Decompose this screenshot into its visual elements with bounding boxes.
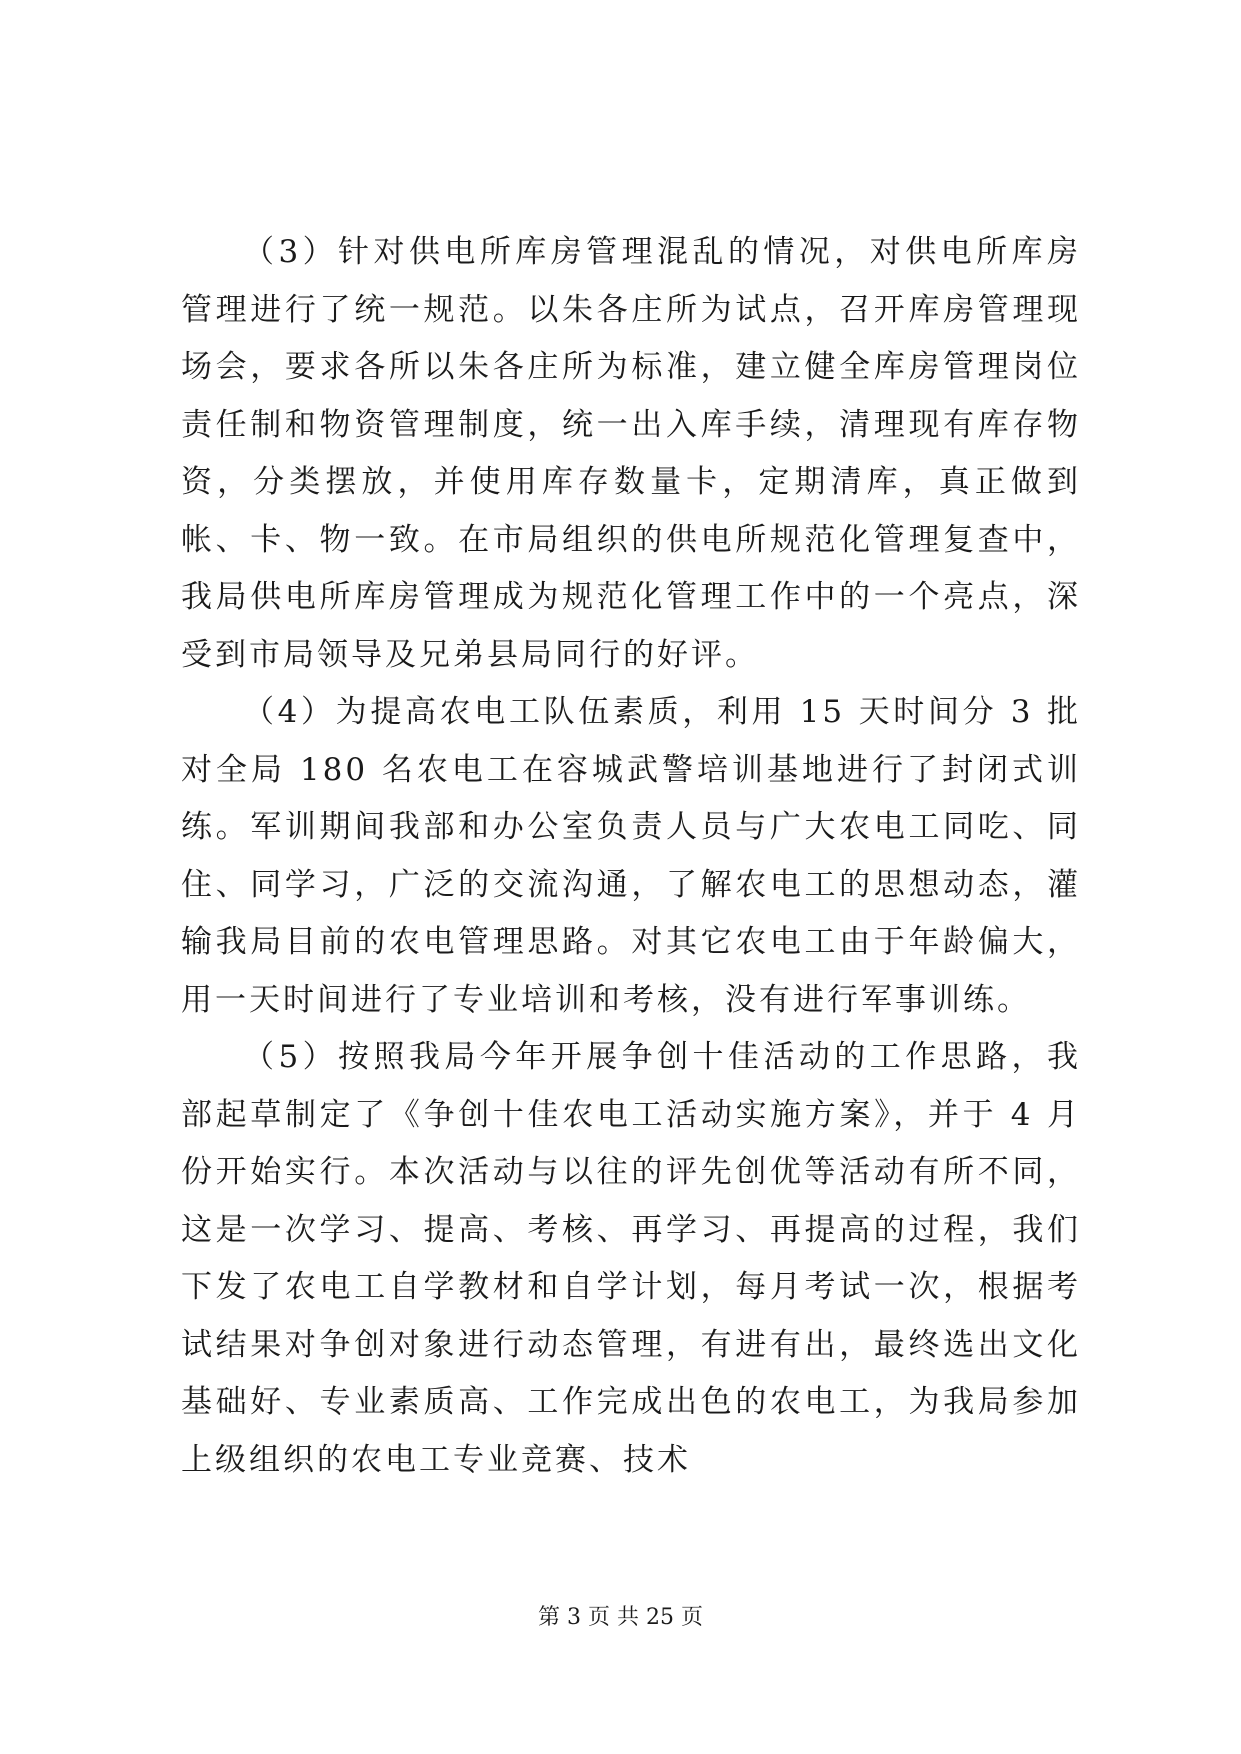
page-footer	[0, 1603, 1241, 1633]
paragraph-3: （3）针对供电所库房管理混乱的情况，对供电所库房管理进行了统一规范。以朱各庄所为试点，召开库房管理现场会，要求各所以朱各庄所为标准，建立健全库房管理岗位责任制和物资管理制度，统一出入库手续，清理现有库存物资，分类摆放，并使用库存数量卡，定期清库，真正做到帐、卡、物一致。在市局组织的供电所规范化管理复查中，我局供电所库房管理成为规范化管理工作中的一个亮点，深受到市局领导及兄弟县局同行的好评。	[181, 234, 1081, 673]
document-body	[181, 224, 1081, 1489]
page-number: 第 3 页 共 25 页	[538, 1605, 703, 1630]
paragraph-5: （5）按照我局今年开展争创十佳活动的工作思路，我部起草制定了《争创十佳农电工活动实施方案》，并于 4 月份开始实行。本次活动与以往的评先创优等活动有所不同，这是一次学习、提高、考核、再学习、再提高的过程，我们下发了农电工自学教材和自学计划，每月考试一次，根据考试结果对争创对象进行动态管理，有进有出，最终选出文化基础好、专业素质高、工作完成出色的农电工，为我局参加上级组织的农电工专业竞赛、技术	[181, 1039, 1081, 1478]
paragraph-4: （4）为提高农电工队伍素质，利用 15 天时间分 3 批对全局 180 名农电工在容城武警培训基地进行了封闭式训练。军训期间我部和办公室负责人员与广大农电工同吃、同住、同学习，广泛的交流沟通，了解农电工的思想动态，灌输我局目前的农电管理思路。对其它农电工由于年龄偏大，用一天时间进行了专业培训和考核，没有进行军事训练。	[181, 694, 1081, 1018]
